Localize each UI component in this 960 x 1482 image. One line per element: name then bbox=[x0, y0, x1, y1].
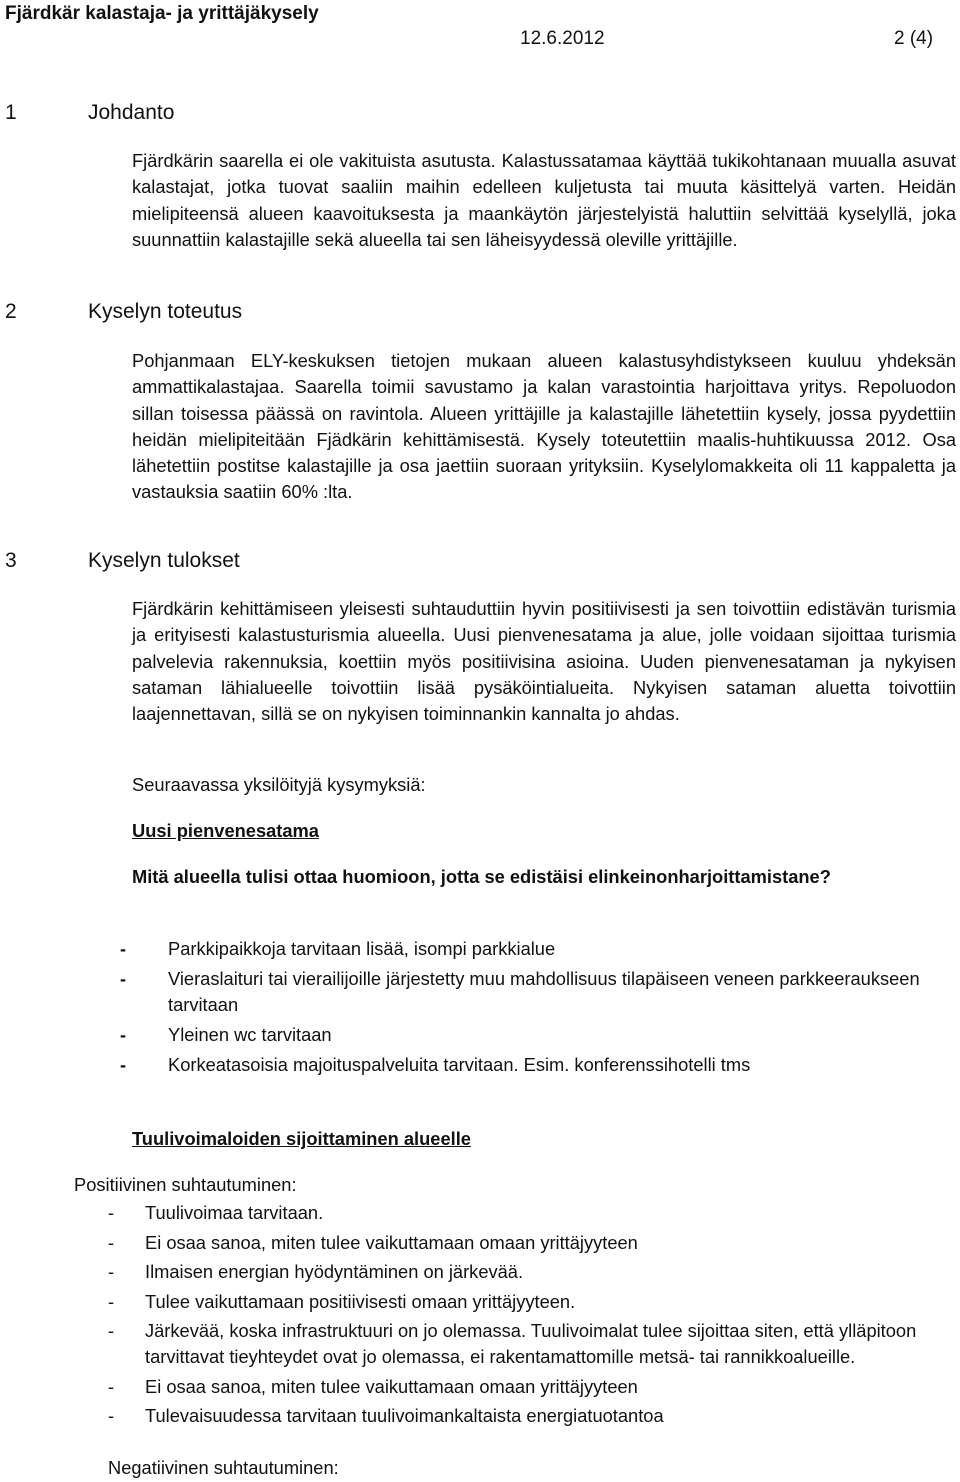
section-number: 1 bbox=[5, 101, 17, 124]
question-text: Mitä alueella tulisi ottaa huomioon, jotta se edistäisi elinkeinonharjoittamistane? bbox=[132, 866, 831, 887]
answer-list bbox=[120, 936, 960, 1082]
section-heading bbox=[5, 299, 242, 325]
section-title: Kyselyn toteutus bbox=[88, 300, 243, 323]
list-item: - Vieraslaituri tai vierailijoille järjestetty muu mahdollisuus tilapäiseen veneen parkkeeraukseen tarvitaan bbox=[120, 968, 920, 1015]
list-item: - Tuulivoimaa tarvitaan. bbox=[108, 1202, 324, 1223]
list-item: - Ei osaa sanoa, miten tulee vaikuttamaan omaan yrittäjyyteen bbox=[108, 1231, 638, 1253]
subsection-title: Uusi pienvenesatama bbox=[132, 820, 319, 841]
section-paragraph: Fjärdkärin kehittämiseen yleisesti suhtauduttiin hyvin positiivisesti ja sen toivottiin edistävän turismia ja erityisesti kalastusturismia alueella. Uusi pienvenesatama ja alue, jolle voidaan sijoittaa turismia palvelevia rakennuksia, koettiin myös positiivisina asioina. Uuden pienvenesataman ja nykyisen sataman lähialueelle toivottiin lisää pysäköintialueita. Nykyisen sataman aluetta toivottiin laajennettavan, sillä se on nykyisen toiminnankin kannalta jo ahdas. bbox=[132, 598, 956, 725]
section-title: Johdanto bbox=[88, 101, 175, 124]
negative-label: Negatiivinen suhtautuminen: bbox=[108, 1457, 339, 1478]
list-item: - Tulevaisuudessa tarvitaan tuulivoimankaltaista energiatuotantoa bbox=[108, 1405, 664, 1426]
section-paragraph: Pohjanmaan ELY-keskuksen tietojen mukaan alueen kalastusyhdistykseen kuuluu yhdeksän ammattikalastajaa. Saarella toimii savustamo ja kalan varastointia harjoittava yritys. Repoluodon sillan toisessa päässä on ravintola. Alueen yrittäjille ja kalastajille lähetettiin kysely, jossa pyydettiin heidän mielipiteitään Fjädkärin kehittämisestä. Kysely toteutettiin maalis-huhtikuussa 2012. Osa lähetettiin postitse kalastajille ja osa jaettiin suoraan yrityksiin. Kyselylomakkeita oli 11 kappaletta ja vastauksia saatiin 60% :lta. bbox=[132, 350, 956, 503]
section-number: 3 bbox=[5, 549, 17, 572]
document-date: 12.6.2012 bbox=[520, 28, 605, 49]
positive-label: Positiivinen suhtautuminen: bbox=[74, 1174, 297, 1195]
list-item: - Ei osaa sanoa, miten tulee vaikuttamaan omaan yrittäjyyteen bbox=[108, 1375, 638, 1397]
document-title: Fjärdkär kalastaja- ja yrittäjäkysely bbox=[5, 3, 319, 24]
questions-intro: Seuraavassa yksilöityjä kysymyksiä: bbox=[132, 774, 426, 795]
list-item: - Yleinen wc tarvitaan bbox=[120, 1024, 332, 1045]
list-item: - Tulee vaikuttamaan positiivisesti omaan yrittäjyyteen. bbox=[108, 1290, 576, 1312]
section-paragraph: Fjärdkärin saarella ei ole vakituista asutusta. Kalastussatamaa käyttää tukikohtanaan muualla asuvat kalastajat, jotka tuovat saaliin maihin edelleen kuljetusta tai muuta käsittelyä varten. Heidän mielipiteensä alueen kaavoituksesta ja maankäytön järjestelyistä haluttiin selvittää kyselyllä, joka suunnattiin kalastajille sekä alueella tai sen läheisyydessä oleville yrittäjille. bbox=[132, 150, 956, 250]
list-item: - Järkevää, koska infrastruktuuri on jo olemassa. Tuulivoimalat tulee sijoittaa siten, että ylläpitoon tarvittavat tieyhteydet ovat jo olemassa, ei rakentamattomille metsä- tai rannikkoalueille. bbox=[108, 1320, 917, 1367]
list-item: - Ilmaisen energian hyödyntäminen on järkevää. bbox=[108, 1261, 524, 1282]
section-heading bbox=[5, 100, 174, 126]
page-number: 2 (4) bbox=[894, 28, 934, 49]
positive-list bbox=[108, 1200, 960, 1433]
section-number: 2 bbox=[5, 300, 17, 323]
list-item: - Parkkipaikkoja tarvitaan lisää, isompi parkkialue bbox=[120, 938, 556, 959]
section-heading bbox=[5, 548, 240, 574]
list-item: - Korkeatasoisia majoituspalveluita tarvitaan. Esim. konferenssihotelli tms bbox=[120, 1054, 751, 1075]
section-title: Kyselyn tulokset bbox=[88, 549, 240, 572]
subsection-title: Tuulivoimaloiden sijoittaminen alueelle bbox=[132, 1128, 471, 1149]
